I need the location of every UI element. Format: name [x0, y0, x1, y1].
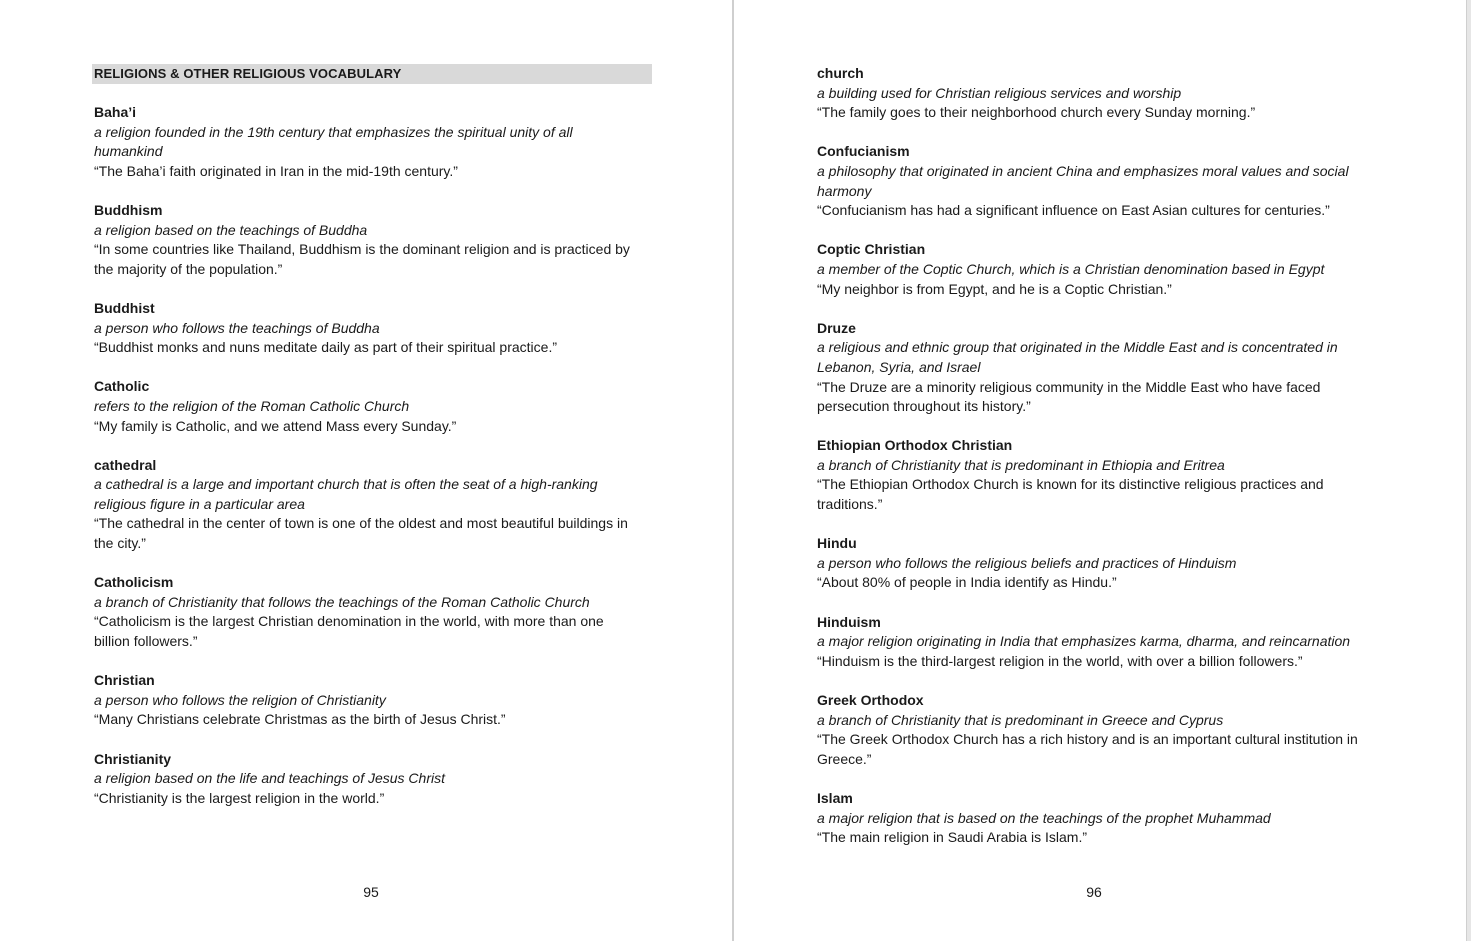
entry-definition: a branch of Christianity that is predominant in Ethiopia and Eritrea: [817, 456, 1225, 473]
entry-definition: a religion based on the teachings of Buddha: [94, 221, 368, 238]
entry-definition: a building used for Christian religious services and worship: [817, 84, 1182, 101]
window-scrollbar-edge: [1466, 0, 1471, 941]
entry-definition: a member of the Coptic Church, which is a Christian denomination based in Egypt: [817, 260, 1325, 277]
entry-term: Buddhist: [94, 299, 155, 316]
vocab-entry: [94, 671, 642, 730]
entry-term: Catholicism: [94, 574, 174, 591]
entry-example: “Confucianism has had a significant influence on East Asian cultures for centuries.”: [817, 202, 1330, 219]
vocab-entry: [94, 377, 642, 436]
entry-example: “Catholicism is the largest Christian denomination in the world, with more than one billion followers.”: [94, 613, 604, 650]
entry-definition: a religious and ethnic group that originated in the Middle East and is concentrated in Lebanon, Syria, and Israel: [817, 339, 1338, 375]
entry-term: Christian: [94, 672, 155, 689]
vocab-entry: [817, 691, 1369, 769]
section-title: RELIGIONS & OTHER RELIGIOUS VOCABULARY: [92, 64, 652, 84]
entry-example: “Many Christians celebrate Christmas as the birth of Jesus Christ.”: [94, 711, 506, 728]
entry-term: Buddhism: [94, 201, 163, 218]
entry-example: “Hinduism is the third-largest religion in the world, with over a billion followers.”: [817, 652, 1303, 669]
entry-example: “My family is Catholic, and we attend Mass every Sunday.”: [94, 417, 457, 434]
vocab-entry: [94, 573, 642, 651]
entry-example: “The Druze are a minority religious community in the Middle East who have faced persecution throughout its history.”: [817, 378, 1321, 415]
entry-term: Christianity: [94, 750, 172, 767]
entry-term: Hinduism: [817, 613, 881, 630]
vocab-entry: [817, 319, 1369, 417]
vocab-entry: [817, 613, 1369, 672]
vocab-entry: [817, 789, 1369, 848]
entry-example: “The family goes to their neighborhood church every Sunday morning.”: [817, 104, 1256, 121]
vocab-entry: [817, 64, 1369, 123]
entry-definition: a religion based on the life and teachings of Jesus Christ: [94, 770, 445, 787]
entry-definition: a philosophy that originated in ancient China and emphasizes moral values and social harmony: [817, 162, 1349, 199]
vocab-entry: [94, 103, 642, 181]
entry-example: “The Ethiopian Orthodox Church is known for its distinctive religious practices and traditions.”: [817, 476, 1324, 513]
entry-term: Confucianism: [817, 143, 910, 160]
vocab-entry: [94, 299, 642, 358]
entry-definition: a cathedral is a large and important church that is often the seat of a high-ranking religious figure in a particular area: [94, 476, 598, 512]
entry-term: Ethiopian Orthodox Christian: [817, 437, 1013, 454]
left-page: [0, 0, 733, 941]
vocab-entry: [817, 142, 1369, 220]
entry-term: Hindu: [817, 535, 857, 552]
page-number: 95: [363, 884, 379, 900]
left-entries-list: [94, 103, 642, 828]
entry-term: cathedral: [94, 456, 157, 473]
entry-definition: a person who follows the religious beliefs and practices of Hinduism: [817, 554, 1237, 571]
right-entries-list: [817, 64, 1369, 867]
entry-definition: a person who follows the teachings of Buddha: [94, 319, 380, 336]
entry-example: “The Greek Orthodox Church has a rich history and is an important cultural institution in Greece.”: [817, 731, 1358, 767]
vocab-entry: [817, 240, 1369, 299]
vocab-entry: [94, 201, 642, 279]
entry-definition: a major religion that is based on the teachings of the prophet Muhammad: [817, 809, 1271, 826]
entry-definition: a branch of Christianity that follows the teachings of the Roman Catholic Church: [94, 593, 590, 610]
entry-definition: refers to the religion of the Roman Catholic Church: [94, 397, 410, 414]
entry-term: Coptic Christian: [817, 241, 926, 258]
vocab-entry: [817, 436, 1369, 514]
vocab-entry: [94, 456, 642, 554]
entry-example: “My neighbor is from Egypt, and he is a Coptic Christian.”: [817, 280, 1172, 297]
entry-example: “In some countries like Thailand, Buddhism is the dominant religion and is practiced by the majority of the population.”: [94, 241, 630, 277]
entry-example: “The Baha’i faith originated in Iran in the mid-19th century.”: [94, 162, 458, 179]
entry-example: “The main religion in Saudi Arabia is Islam.”: [817, 829, 1088, 846]
page-number: 96: [1086, 884, 1102, 900]
entry-definition: a person who follows the religion of Christianity: [94, 691, 386, 708]
entry-example: “Christianity is the largest religion in the world.”: [94, 789, 385, 806]
entry-term: Druze: [817, 319, 856, 336]
vocab-entry: [94, 750, 642, 809]
entry-example: “Buddhist monks and nuns meditate daily as part of their spiritual practice.”: [94, 339, 558, 356]
entry-term: Greek Orthodox: [817, 692, 924, 708]
vocab-entry: [817, 534, 1369, 593]
entry-term: church: [817, 65, 864, 81]
entry-definition: a major religion originating in India that emphasizes karma, dharma, and reincarnation: [817, 633, 1351, 650]
entry-definition: a branch of Christianity that is predominant in Greece and Cyprus: [817, 711, 1224, 728]
entry-definition: a religion founded in the 19th century that emphasizes the spiritual unity of all humankind: [94, 123, 573, 160]
right-page: [734, 0, 1466, 941]
entry-term: Islam: [817, 789, 853, 806]
entry-term: Catholic: [94, 378, 150, 395]
entry-example: “About 80% of people in India identify as Hindu.”: [817, 574, 1117, 591]
entry-example: “The cathedral in the center of town is one of the oldest and most beautiful buildings in the city.”: [94, 515, 628, 552]
entry-term: Baha’i: [94, 104, 137, 120]
